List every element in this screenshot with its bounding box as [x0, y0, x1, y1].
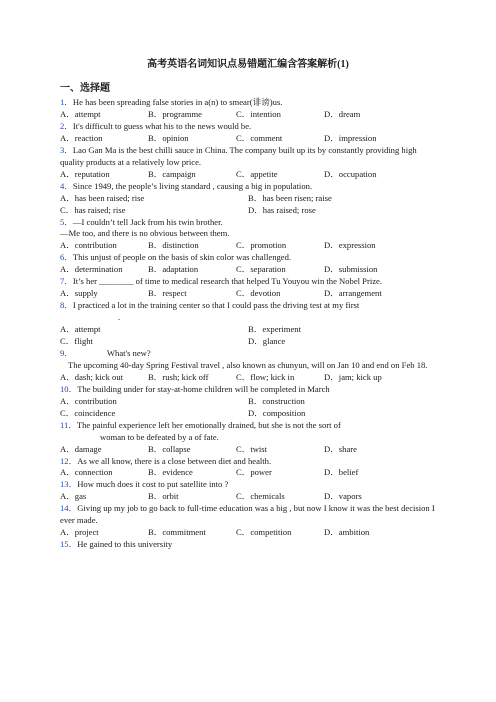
question-stem-continued: The upcoming 40-day Spring Festival travel , also known as chunyun, will on Jan 10 and end on Feb 18.: [68, 359, 428, 370]
question-stem-continued: —Me too, and there is no obvious between them.: [60, 228, 230, 239]
question-number: 6．: [60, 252, 73, 263]
option-a[interactable]: A．damage: [60, 443, 102, 454]
option-c[interactable]: C．promotion: [236, 240, 287, 251]
options-row: [60, 444, 440, 456]
options-row: [60, 205, 440, 217]
option-a[interactable]: A．connection: [60, 467, 113, 478]
option-c[interactable]: C．intention: [236, 108, 281, 119]
option-a[interactable]: A．contribution: [60, 240, 117, 251]
options-row: [60, 133, 440, 145]
question-stem: 10．The building under for stay-at-home children will be completed in March: [60, 383, 330, 394]
question-stem-continued: woman to be defeated by a of fate.: [100, 431, 219, 442]
option-c[interactable]: C．appetite: [236, 168, 278, 179]
option-d[interactable]: D．glance: [248, 335, 286, 346]
option-c[interactable]: C．flow; kick in: [236, 371, 295, 382]
question-stem: 14．Giving up my job to go back to full-time education was a big , but now I know it was the best decision I ever made.: [60, 503, 435, 526]
question-stem: 1．He has been spreading false stories in a(n) to smear(诽谤)us.: [60, 97, 283, 107]
option-a[interactable]: A．attempt: [60, 108, 101, 119]
option-c[interactable]: C．has raised; rise: [60, 204, 126, 215]
question-number: 7．: [60, 276, 73, 287]
question-stem: 11．The painful experience left her emotionally drained, but she is not the sort of: [60, 419, 341, 430]
options-row: [60, 193, 440, 205]
option-b[interactable]: B．collapse: [148, 443, 191, 454]
option-b[interactable]: B．evidence: [148, 467, 193, 478]
option-a[interactable]: A．has been raised; rise: [60, 192, 145, 203]
option-b[interactable]: B．programme: [148, 108, 202, 119]
option-b[interactable]: B．rush; kick off: [148, 371, 209, 382]
option-d[interactable]: D．submission: [324, 264, 378, 275]
option-b[interactable]: B．opinion: [148, 132, 189, 143]
options-row: [60, 324, 440, 336]
option-b[interactable]: B．orbit: [148, 491, 179, 502]
option-a[interactable]: A．project: [60, 527, 99, 538]
option-c[interactable]: C．competition: [236, 527, 292, 538]
options-row: [60, 336, 440, 348]
question-number: 11．: [60, 419, 77, 430]
options-row: [60, 491, 440, 503]
options-row: [60, 169, 440, 181]
option-d[interactable]: D．belief: [324, 467, 359, 478]
option-c[interactable]: C．devotion: [236, 288, 281, 299]
option-a[interactable]: A．supply: [60, 288, 98, 299]
option-d[interactable]: D．impression: [324, 132, 377, 143]
question-number: 13．: [60, 479, 78, 490]
option-a[interactable]: A．contribution: [60, 395, 117, 406]
option-d[interactable]: D．dream: [324, 108, 361, 119]
question-stem: 5．—I couldn’t tell Jack from his twin brother.: [60, 216, 223, 227]
question-stem: 15．He gained to this university: [60, 539, 173, 550]
question-number: 14．: [60, 503, 78, 514]
option-d[interactable]: D．has raised; rose: [248, 204, 316, 215]
option-b[interactable]: B．commitment: [148, 527, 206, 538]
question-number: 12．: [60, 455, 78, 466]
question-number: 9．: [60, 347, 73, 358]
document-title: 高考英语名词知识点易错题汇编含答案解析(1): [147, 59, 349, 70]
option-c[interactable]: C．comment: [236, 132, 283, 143]
options-row: [60, 240, 440, 252]
option-b[interactable]: B．respect: [148, 288, 187, 299]
question-stem: 3．Lao Gan Ma is the best chilli sauce in China. The company built up its by constantly providing high quality products at a relatively low price.: [60, 144, 417, 167]
option-b[interactable]: B．adaptation: [148, 264, 199, 275]
option-a[interactable]: A．reaction: [60, 132, 103, 143]
question-stem: 4．Since 1949, the people’s living standard , causing a big in population.: [60, 180, 313, 191]
option-a[interactable]: A．gas: [60, 491, 87, 502]
options-row: [60, 527, 440, 539]
option-b[interactable]: B．experiment: [248, 323, 301, 334]
option-c[interactable]: C．separation: [236, 264, 286, 275]
question-number: 15．: [60, 539, 78, 550]
option-c[interactable]: C．power: [236, 467, 272, 478]
option-b[interactable]: B．construction: [248, 395, 305, 406]
question-number: 5．: [60, 216, 73, 227]
question-number: 1．: [60, 97, 73, 107]
question-number: 8．: [60, 300, 73, 311]
options-row: [60, 396, 440, 408]
option-c[interactable]: C．chemicals: [236, 491, 285, 502]
question-stem: 2．It's difficult to guess what his to the news would be.: [60, 120, 252, 131]
options-row: [60, 467, 440, 479]
option-d[interactable]: D．expression: [324, 240, 376, 251]
options-row: [60, 288, 440, 300]
question-list: [60, 97, 440, 551]
option-a[interactable]: A．attempt: [60, 323, 101, 334]
question-number: 4．: [60, 180, 73, 191]
option-c[interactable]: C．flight: [60, 335, 93, 346]
option-a[interactable]: A．dash; kick out: [60, 371, 124, 382]
option-a[interactable]: A．reputation: [60, 168, 110, 179]
question-stem: 12．As we all know, there is a close between diet and health.: [60, 455, 272, 466]
question-stem: 7．It’s her ________ of time to medical research that helped Tu Youyou win the Nobel Prize.: [60, 276, 382, 287]
option-d[interactable]: D．share: [324, 443, 357, 454]
option-d[interactable]: D．composition: [248, 407, 306, 418]
option-d[interactable]: D．ambition: [324, 527, 370, 538]
options-row: [60, 408, 440, 420]
option-a[interactable]: A．determination: [60, 264, 123, 275]
question-number: 2．: [60, 120, 73, 131]
option-d[interactable]: D．occupation: [324, 168, 377, 179]
question-stem: 9． What's new?: [60, 347, 151, 358]
option-d[interactable]: D．arrangement: [324, 288, 382, 299]
question-stem-continued: .: [118, 312, 121, 323]
option-b[interactable]: B．has been risen; raise: [248, 192, 332, 203]
option-d[interactable]: D．jam; kick up: [324, 371, 382, 382]
question-stem: 6．This unjust of people on the basis of skin color was challenged.: [60, 252, 292, 263]
question-stem: 8．I practiced a lot in the training center so that I could pass the driving test at my first: [60, 300, 360, 311]
question-stem: 13．How much does it cost to put satellite into ?: [60, 479, 229, 490]
option-b[interactable]: B．distinction: [148, 240, 199, 251]
option-d[interactable]: D．vapors: [324, 491, 362, 502]
question-number: 10．: [60, 383, 78, 394]
option-c[interactable]: C．coincidence: [60, 407, 116, 418]
question-number: 3．: [60, 144, 73, 155]
options-row: [60, 109, 440, 121]
options-row: [60, 264, 440, 276]
option-c[interactable]: C．twist: [236, 443, 268, 454]
section-heading: 一、选择题: [60, 83, 110, 94]
options-row: [60, 372, 440, 384]
option-b[interactable]: B．campaign: [148, 168, 196, 179]
